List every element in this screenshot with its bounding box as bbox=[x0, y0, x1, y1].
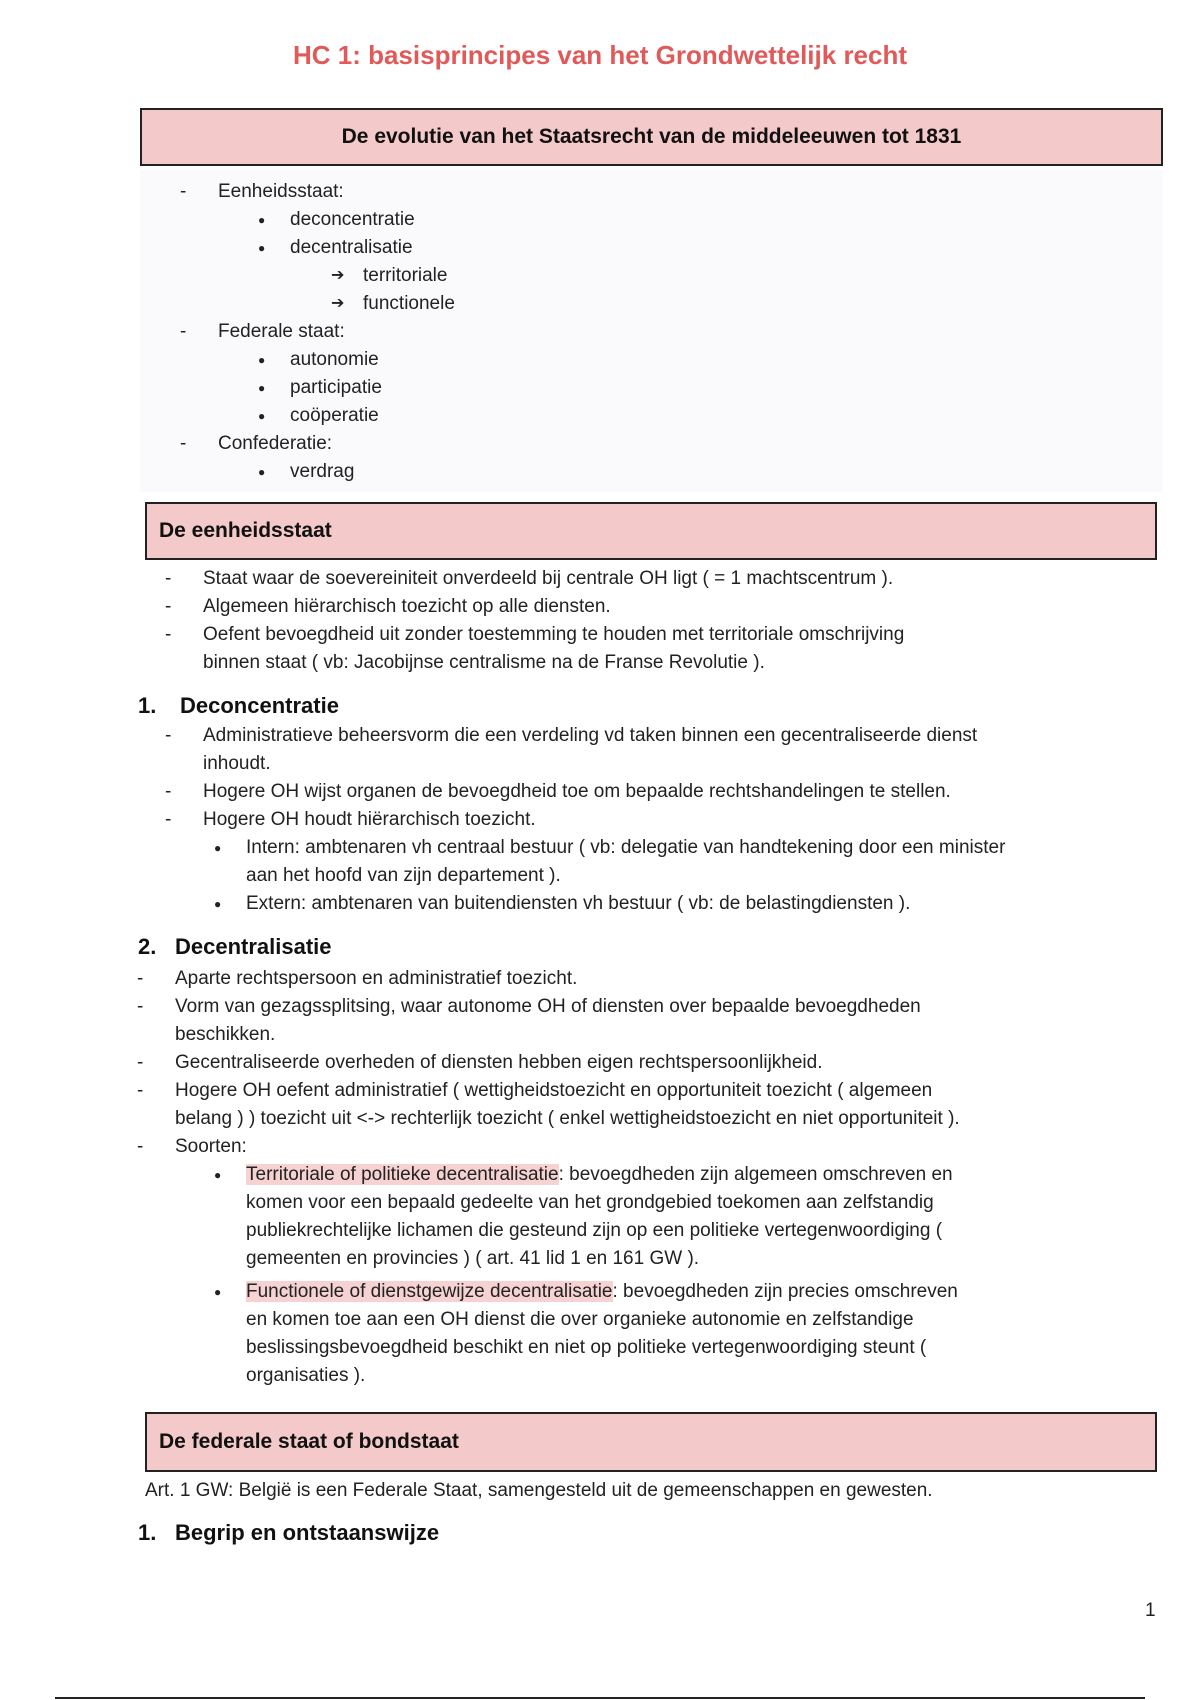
section-heading-federale-staat: De federale staat of bondstaat bbox=[145, 1412, 1157, 1472]
bullet-administratief-cont: belang ) ) toezicht uit <-> rechterlijk toezicht ( enkel wettigheidstoezicht en niet opportuniteit ). bbox=[175, 1108, 960, 1129]
outline-subitem-verdrag: ● verdrag bbox=[290, 458, 354, 486]
subheading-decentralisatie bbox=[138, 934, 332, 960]
subheading-title: Deconcentratie bbox=[180, 693, 339, 718]
outline-item-confederatie: - Confederatie: bbox=[218, 430, 332, 458]
bullet-beheersvorm: - Administratieve beheersvorm die een verdeling vd taken binnen een gecentraliseerde dienst bbox=[203, 722, 977, 750]
outline-item-eenheidsstaat: - Eenheidsstaat: bbox=[218, 178, 344, 206]
outline-subitem-deconcentratie: ● deconcentratie bbox=[290, 206, 415, 234]
bullet-toezicht: - Algemeen hiërarchisch toezicht op alle diensten. bbox=[203, 593, 611, 621]
subheading-begrip bbox=[138, 1520, 439, 1546]
outline-item-federale: - Federale staat: bbox=[218, 318, 345, 346]
footer-divider bbox=[55, 1697, 1145, 1699]
section-heading-evolutie: De evolutie van het Staatsrecht van de middeleeuwen tot 1831 bbox=[140, 108, 1163, 166]
dot-functionele-cont: en komen toe aan een OH dienst die over organieke autonomie en zelfstandige bbox=[246, 1309, 914, 1330]
bullet-bevoegdheid-cont: binnen staat ( vb: Jacobijnse centralisme na de Franse Revolutie ). bbox=[203, 652, 765, 673]
bullet-beheersvorm-cont: inhoudt. bbox=[203, 753, 271, 774]
outline-arrow-territoriale: ➔ territoriale bbox=[363, 262, 447, 290]
dot-territoriale-text: : bevoegdheden zijn algemeen omschreven en bbox=[558, 1164, 953, 1185]
subheading-title: Begrip en ontstaanswijze bbox=[175, 1520, 440, 1545]
dot-extern: ● Extern: ambtenaren van buitendiensten vh bestuur ( vb: de belastingdiensten ). bbox=[246, 890, 910, 918]
dot-functionele-cont: beslissingsbevoegdheid beschikt en niet op politieke vertegenwoordiging steunt ( bbox=[246, 1337, 927, 1358]
dot-territoriale bbox=[246, 1161, 953, 1189]
dot-territoriale-cont: gemeenten en provincies ) ( art. 41 lid 1 en 161 GW ). bbox=[246, 1248, 700, 1269]
bullet-soorten: - Soorten: bbox=[175, 1133, 247, 1161]
bullet-bevoegdheid: - Oefent bevoegdheid uit zonder toestemming te houden met territoriale omschrijving bbox=[203, 621, 904, 649]
outline-subitem-autonomie: ● autonomie bbox=[290, 346, 379, 374]
subheading-deconcentratie bbox=[138, 693, 339, 719]
highlight-territoriale: Territoriale of politieke decentralisatie bbox=[246, 1164, 559, 1185]
highlight-functionele: Functionele of dienstgewijze decentralisatie bbox=[246, 1281, 613, 1302]
subheading-number: 1. bbox=[138, 1520, 157, 1545]
bullet-administratief: - Hogere OH oefent administratief ( wettigheidstoezicht en opportuniteit toezicht ( algemeen bbox=[175, 1077, 932, 1105]
bullet-gezagssplitsing-cont: beschikken. bbox=[175, 1024, 276, 1045]
outline-subitem-cooperatie: ● coöperatie bbox=[290, 402, 379, 430]
bullet-gecentraliseerde: - Gecentraliseerde overheden of diensten hebben eigen rechtspersoonlijkheid. bbox=[175, 1049, 823, 1077]
dot-intern-cont: aan het hoofd van zijn departement ). bbox=[246, 865, 561, 886]
subheading-number: 2. bbox=[138, 934, 157, 959]
section-heading-eenheidsstaat: De eenheidsstaat bbox=[145, 502, 1157, 560]
subheading-number: 1. bbox=[138, 693, 157, 718]
article-text: Art. 1 GW: België is een Federale Staat, samengesteld uit de gemeenschappen en gewesten. bbox=[145, 1480, 933, 1501]
dot-functionele-text: : bevoegdheden zijn precies omschreven bbox=[612, 1281, 958, 1302]
page-number: 1 bbox=[1145, 1600, 1156, 1621]
dot-functionele-cont: organisaties ). bbox=[246, 1365, 366, 1386]
bullet-gezagssplitsing: - Vorm van gezagssplitsing, waar autonome OH of diensten over bepaalde bevoegdheden bbox=[175, 993, 921, 1021]
bullet-hierarchisch: - Hogere OH houdt hiërarchisch toezicht. bbox=[203, 806, 536, 834]
bullet-organen: - Hogere OH wijst organen de bevoegdheid toe om bepaalde rechtshandelingen te stellen. bbox=[203, 778, 951, 806]
outline-arrow-functionele: ➔ functionele bbox=[363, 290, 455, 318]
dot-intern: ● Intern: ambtenaren vh centraal bestuur ( vb: delegatie van handtekening door een minister bbox=[246, 834, 1005, 862]
outline-subitem-decentralisatie: ● decentralisatie bbox=[290, 234, 413, 262]
dot-functionele bbox=[246, 1278, 958, 1306]
page-title: HC 1: basisprincipes van het Grondwettelijk recht bbox=[292, 40, 908, 70]
outline-subitem-participatie: ● participatie bbox=[290, 374, 382, 402]
dot-territoriale-cont: komen voor een bepaald gedeelte van het grondgebied toekomen aan zelfstandig bbox=[246, 1192, 934, 1213]
subheading-title: Decentralisatie bbox=[175, 934, 332, 959]
dot-territoriale-cont: publiekrechtelijke lichamen die gesteund zijn op een politieke vertegenwoordiging ( bbox=[246, 1220, 943, 1241]
bullet-soevereiniteit: - Staat waar de soevereiniteit onverdeeld bij centrale OH ligt ( = 1 machtscentrum ). bbox=[203, 565, 893, 593]
bullet-rechtspersoon: - Aparte rechtspersoon en administratief toezicht. bbox=[175, 965, 577, 993]
